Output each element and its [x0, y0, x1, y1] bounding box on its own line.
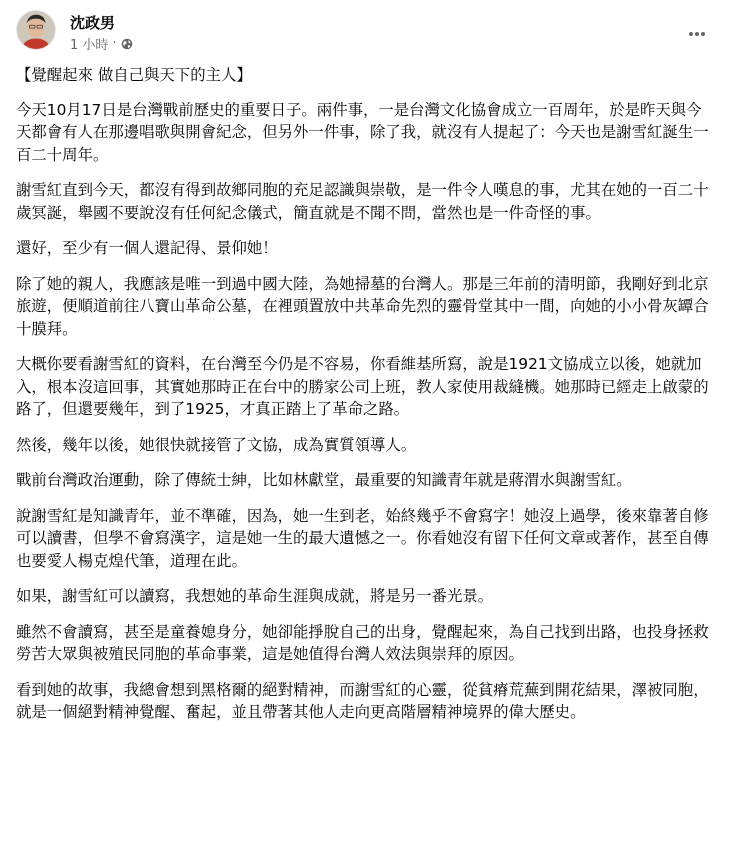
author-name[interactable]: 沈政男: [70, 14, 116, 32]
post-paragraph: 大概你要看謝雪紅的資料，在台灣至今仍是不容易，你看維基所寫，說是1921文協成立以後，她就加入，根本沒這回事，其實她那時正在台中的勝家公司上班，教人家使用裁縫機。她那時已經走上啟蒙的路了，但還要幾年，到了1925，才真正踏上了革命之路。: [16, 355, 709, 418]
post-paragraph: 今天10月17日是台灣戰前歷史的重要日子。兩件事，一是台灣文化協會成立一百周年，於是昨天與今天都會有人在那邊唱歌與開會紀念，但另外一件事，除了我，就沒有人提起了：今天也是謝雪紅誕生一百二十周年。: [16, 100, 709, 164]
globe-icon[interactable]: [121, 38, 133, 50]
post-body: [16, 64, 716, 737]
avatar-portrait-icon: [17, 11, 55, 49]
avatar[interactable]: [16, 10, 56, 50]
post-paragraph: 雖然不會讀寫，甚至是童養媳身分，她卻能掙脫自己的出身，覺醒起來，為自己找到出路，也投身拯救勞苦大眾與被殖民同胞的革命事業，這是她值得台灣人效法與崇拜的原因。: [16, 622, 709, 663]
post-timestamp[interactable]: 1 小時: [70, 38, 109, 53]
post-meta: [70, 34, 133, 53]
post-paragraph: 除了她的親人，我應該是唯一到過中國大陸，為她掃墓的台灣人。那是三年前的清明節，我剛好到北京旅遊，便順道前往八寶山革命公墓，在裡頭置放中共革命先烈的靈骨堂其中一間，向她的小小骨灰罈合十膜拜。: [16, 274, 709, 338]
post-header: [16, 10, 715, 60]
meta-separator: ·: [112, 36, 117, 51]
post-paragraph: 還好，至少有一個人還記得、景仰她！: [16, 239, 278, 257]
post-paragraph: 然後，幾年以後，她很快就接管了文協，成為實質領導人。: [16, 435, 417, 454]
post-paragraph: 說謝雪紅是知識青年，並不準確，因為，她一生到老，始終幾乎不會寫字！她沒上過學，後來靠著自修可以讀書，但學不會寫漢字，這是她一生的最大遺憾之一。你看她沒有留下任何文章或著作，甚至自傳也要愛人楊克煌代筆，道理在此。: [16, 506, 709, 570]
post-paragraph: 戰前台灣政治運動，除了傳統士紳，比如林獻堂，最重要的知識青年就是蔣渭水與謝雪紅。: [16, 471, 632, 489]
more-options-icon[interactable]: [679, 16, 715, 52]
post-paragraph: 如果，謝雪紅可以讀寫，我想她的革命生涯與成就，將是另一番光景。: [16, 587, 494, 605]
post-paragraph: 看到她的故事，我總會想到黑格爾的絕對精神，而謝雪紅的心靈，從貧瘠荒蕪到開花結果，澤被同胞，就是一個絕對精神覺醒、奮起，並且帶著其他人走向更高階層精神境界的偉大歷史。: [16, 680, 709, 721]
post-title: 【覺醒起來 做自己與天下的主人】: [16, 66, 252, 84]
post-paragraph: 謝雪紅直到今天，都沒有得到故鄉同胞的充足認識與崇敬，是一件令人嘆息的事，尤其在她的一百二十歲冥誕，舉國不要說沒有任何紀念儀式，簡直就是不聞不問，當然也是一件奇怪的事。: [16, 181, 709, 222]
